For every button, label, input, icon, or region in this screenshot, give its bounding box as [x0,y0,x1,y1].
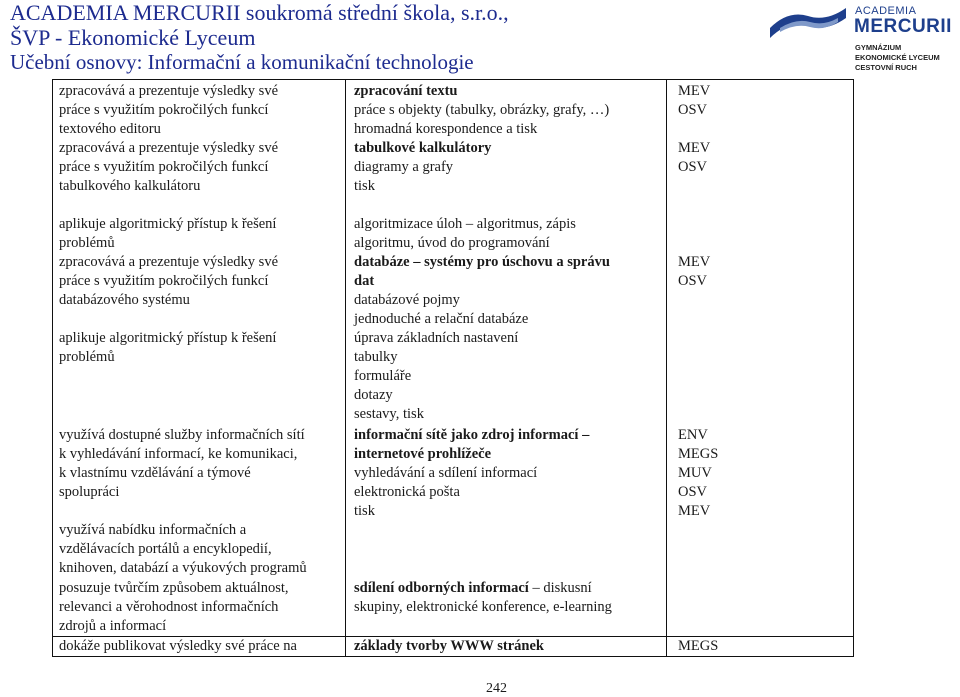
logo-academia: ACADEMIA [855,5,917,17]
table-cell-outcome: aplikuje algoritmický přístup k řešení problémů [59,216,277,251]
logo-mark-icon [768,6,848,40]
logo-subtitle [855,43,940,73]
table-cell-outcome: využívá nabídku informačních a vzdělávacích portálů a encyklopedií, knihoven, databází a výukových programů [59,522,307,576]
table-cell-outcome: zpracovává a prezentuje výsledky své práce s využitím pokročilých funkcí tabulkového kalkulátoru [59,140,279,194]
logo-line: EKONOMICKÉ LYCEUM [855,53,940,62]
syllabus-table [52,79,854,657]
table-cell-outcome: aplikuje algoritmický přístup k řešení problémů [59,330,277,365]
table-cell-topic: informační sítě jako zdroj informací – internetové prohlížeče vyhledávání a sdílení informací elektronická pošta tisk [354,427,590,519]
table-cell-themes: MEV OSV [678,83,711,118]
table-cell-themes: MEV OSV [678,140,711,175]
table-cell-topic: sdílení odborných informací – diskusní skupiny, elektronické konference, e-learning [354,580,612,615]
logo-line: GYMNÁZIUM [855,43,902,52]
academia-mercurii-logo [768,4,954,76]
logo-mercurii: MERCURII [854,16,952,37]
table-cell-outcome: dokáže publikovat výsledky své práce na [59,638,297,654]
column-divider [666,79,667,656]
table-cell-topic: tabulkové kalkulátory diagramy a grafy tisk [354,140,492,194]
header-syllabus: Učební osnovy: Informační a komunikační technologie [10,50,474,74]
table-cell-outcome: zpracovává a prezentuje výsledky své práce s využitím pokročilých funkcí databázového systému [59,254,279,308]
header-program: ŠVP - Ekonomické Lyceum [10,25,256,50]
table-cell-outcome: zpracovává a prezentuje výsledky své práce s využitím pokročilých funkcí textového editoru [59,83,279,137]
table-cell-themes: ENV MEGS MUV OSV MEV [678,427,719,519]
logo-line: CESTOVNÍ RUCH [855,63,917,72]
header-school-name: ACADEMIA MERCURII soukromá střední škola, s.r.o., [10,0,509,25]
table-cell-outcome: posuzuje tvůrčím způsobem aktuálnost, relevanci a věrohodnost informačních zdrojů a informací [59,580,289,634]
column-divider [345,79,346,656]
table-cell-themes: MEGS [678,638,719,654]
table-cell-themes: MEV OSV [678,254,711,289]
document-header [10,0,509,75]
table-cell-topic: algoritmizace úloh – algoritmus, zápis algoritmu, úvod do programování databáze – systémy pro úschovu a správu dat databázové pojmy jednoduché a relační databáze úprava základních nastavení tabulky formuláře dotazy sestavy, tisk [354,216,610,422]
table-cell-topic: zpracování textu práce s objekty (tabulky, obrázky, grafy, …) hromadná korespondence a tisk [354,83,610,137]
table-cell-topic: základy tvorby WWW stránek [354,638,544,654]
page-number: 242 [486,681,507,696]
table-cell-outcome: využívá dostupné služby informačních sítí k vyhledávání informací, ke komunikaci, k vlastnímu vzdělávání a týmové spolupráci [59,427,305,500]
